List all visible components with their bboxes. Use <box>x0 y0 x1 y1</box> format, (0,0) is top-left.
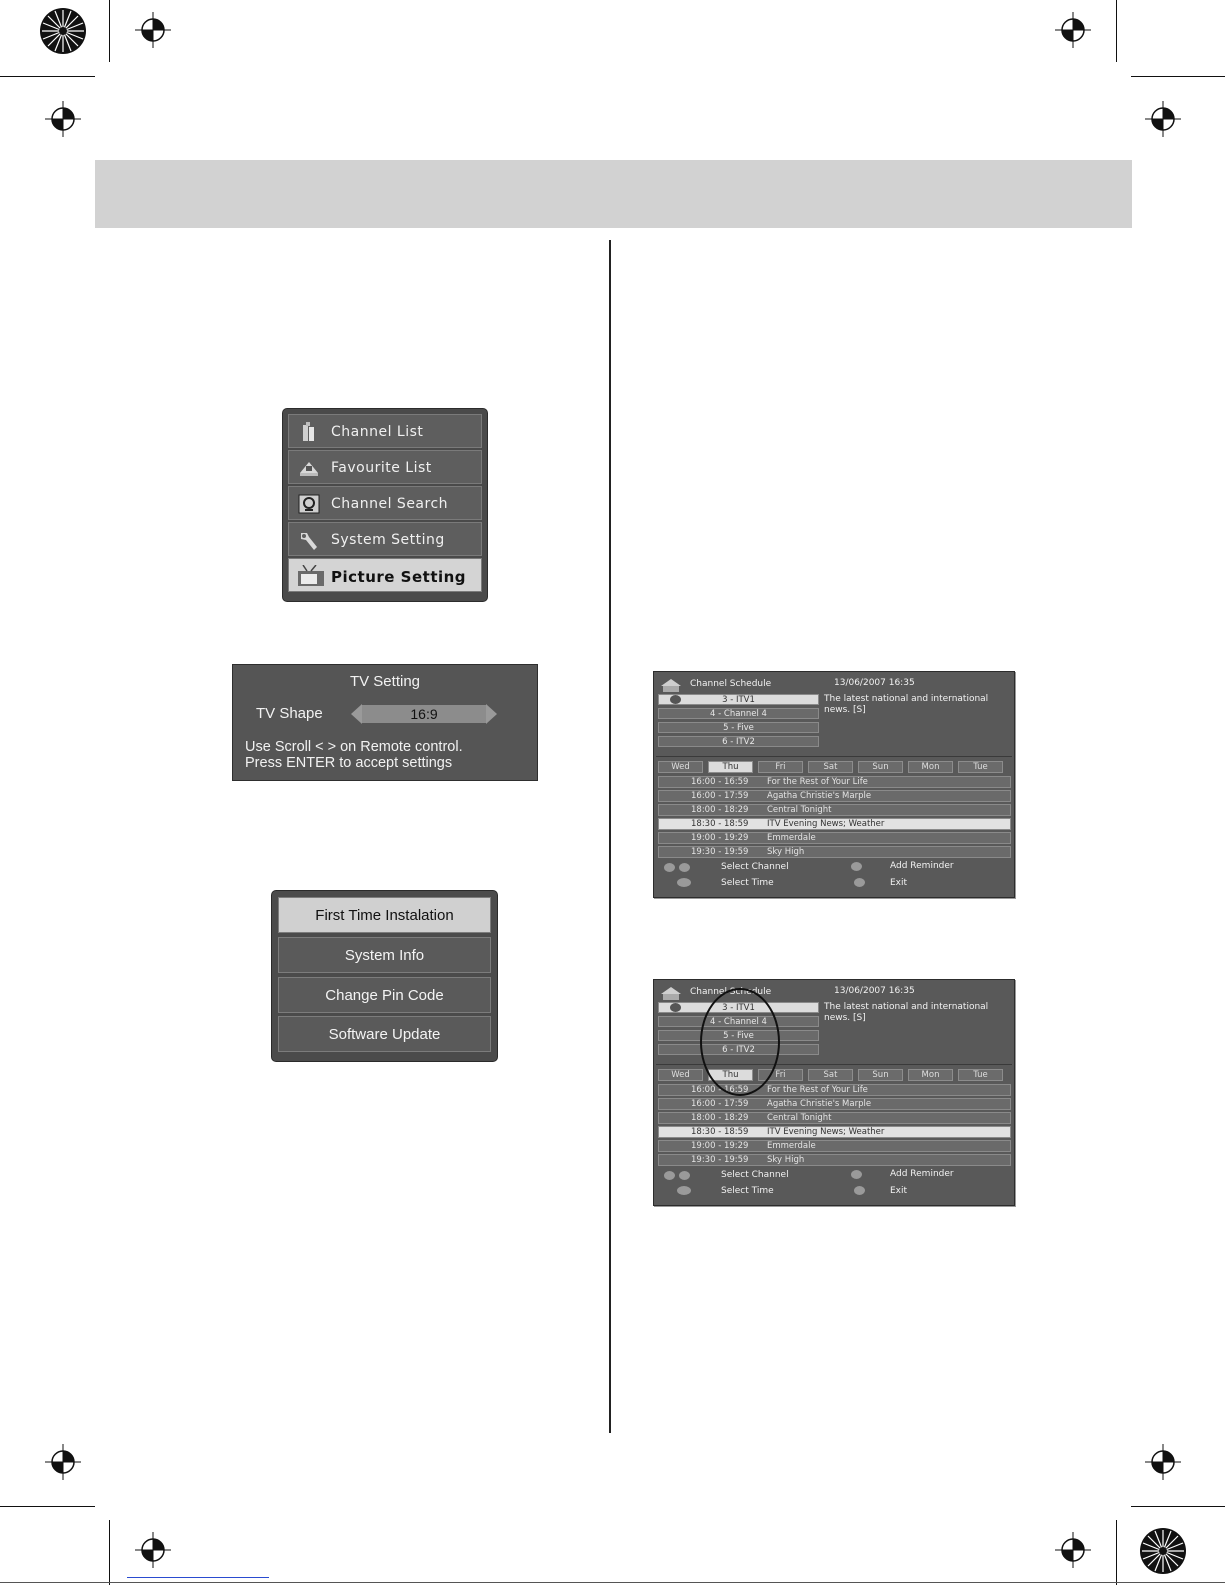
bottom-link-rule <box>127 1577 269 1578</box>
programme-time: 16:00 - 17:59 <box>691 1099 749 1109</box>
left-right-arrows-icon <box>677 878 691 887</box>
programme-name: For the Rest of Your Life <box>767 1085 868 1095</box>
programme-name: Emmerdale <box>767 1141 816 1151</box>
registration-mark-icon <box>135 1532 171 1568</box>
channel-list-icon <box>297 421 321 443</box>
channel-row[interactable]: 3 - ITV1 <box>658 1002 819 1013</box>
programme-time: 19:30 - 19:59 <box>691 847 749 857</box>
channel-row[interactable]: 4 - Channel 4 <box>658 708 819 719</box>
favourite-list-icon <box>297 457 321 479</box>
programme-row[interactable] <box>658 846 1011 858</box>
programme-row[interactable] <box>658 1140 1011 1152</box>
programme-row[interactable] <box>658 818 1011 830</box>
footer-select-channel: Select Channel <box>721 862 789 872</box>
menu-item-label: Favourite List <box>331 460 432 476</box>
footer-exit: Exit <box>890 1186 908 1196</box>
day-tab[interactable]: Mon <box>908 1069 953 1081</box>
menu-item-software-update[interactable]: Software Update <box>278 1016 491 1052</box>
header-band <box>95 160 1132 228</box>
channel-row[interactable]: 6 - ITV2 <box>658 1044 819 1055</box>
menu-item-label: Channel List <box>331 424 424 440</box>
programme-time: 16:00 - 17:59 <box>691 791 749 801</box>
registration-mark-icon <box>45 1444 81 1480</box>
main-menu <box>283 409 487 601</box>
channel-row[interactable]: 5 - Five <box>658 722 819 733</box>
epg-datetime: 13/06/2007 16:35 <box>834 986 915 996</box>
channel-up-down-icon <box>664 863 675 872</box>
menu-item-label: Channel Search <box>331 496 449 512</box>
day-tab[interactable]: Fri <box>758 761 803 773</box>
day-tab[interactable]: Sun <box>858 761 903 773</box>
menu-item-channel-search[interactable] <box>288 486 482 520</box>
registration-mark-icon <box>1055 12 1091 48</box>
crop-line <box>1131 1506 1225 1507</box>
programme-time: 18:30 - 18:59 <box>691 1127 749 1137</box>
crop-line <box>1131 76 1225 77</box>
programme-row[interactable] <box>658 1112 1011 1124</box>
reminder-button-icon <box>851 862 862 871</box>
channel-up-down-icon <box>679 1171 690 1180</box>
programme-time: 19:00 - 19:29 <box>691 833 749 843</box>
registration-mark-icon <box>1055 1532 1091 1568</box>
programme-row[interactable] <box>658 776 1011 788</box>
footer-exit: Exit <box>890 878 908 888</box>
bottom-rule <box>0 1582 1225 1583</box>
programme-name: ITV Evening News; Weather <box>767 1127 885 1137</box>
channel-row[interactable]: 6 - ITV2 <box>658 736 819 747</box>
programme-description: The latest national and international news. [S] <box>824 694 989 715</box>
footer-add-reminder: Add Reminder <box>890 1169 954 1179</box>
menu-item-system-info[interactable]: System Info <box>278 937 491 973</box>
day-tab[interactable]: Mon <box>908 761 953 773</box>
registration-burst-icon <box>39 7 87 55</box>
channel-row[interactable]: 4 - Channel 4 <box>658 1016 819 1027</box>
day-tab[interactable]: Wed <box>658 1069 703 1081</box>
exit-button-icon <box>854 878 865 887</box>
programme-time: 19:30 - 19:59 <box>691 1155 749 1165</box>
crop-line <box>109 1520 110 1585</box>
crop-line <box>1116 0 1117 62</box>
programme-name: Emmerdale <box>767 833 816 843</box>
footer-add-reminder: Add Reminder <box>890 861 954 871</box>
programme-row[interactable] <box>658 804 1011 816</box>
menu-item-channel-list[interactable] <box>288 414 482 448</box>
programme-row[interactable] <box>658 832 1011 844</box>
arrow-left-icon[interactable] <box>351 704 362 724</box>
programme-row[interactable] <box>658 1084 1011 1096</box>
programme-name: Central Tonight <box>767 1113 832 1123</box>
day-tab[interactable]: Tue <box>958 1069 1003 1081</box>
menu-item-first-time-installation[interactable]: First Time Instalation <box>278 897 491 933</box>
channel-up-down-icon <box>679 863 690 872</box>
day-tab[interactable]: Thu <box>708 761 753 773</box>
divider <box>656 756 1012 757</box>
registration-mark-icon <box>1145 1444 1181 1480</box>
menu-item-label: System Setting <box>331 532 445 548</box>
epg-title: Channel Schedule <box>690 679 772 689</box>
tv-setting-dialog <box>232 664 538 781</box>
programme-row[interactable] <box>658 1154 1011 1166</box>
play-icon <box>670 695 681 704</box>
menu-item-change-pin-code[interactable]: Change Pin Code <box>278 977 491 1013</box>
channel-row[interactable]: 5 - Five <box>658 1030 819 1041</box>
system-setting-icon <box>297 529 321 551</box>
programme-time: 16:00 - 16:59 <box>691 777 749 787</box>
epg-datetime: 13/06/2007 16:35 <box>834 678 915 688</box>
column-divider <box>609 240 611 1433</box>
dialog-title: TV Setting <box>349 673 421 690</box>
reminder-button-icon <box>851 1170 862 1179</box>
programme-row[interactable] <box>658 1126 1011 1138</box>
channel-row[interactable]: 3 - ITV1 <box>658 694 819 705</box>
menu-item-label: Picture Setting <box>331 568 467 586</box>
picture-setting-icon <box>297 565 321 587</box>
registration-mark-icon <box>135 12 171 48</box>
day-tab[interactable]: Sat <box>808 1069 853 1081</box>
left-right-arrows-icon <box>677 1186 691 1195</box>
epg-icon <box>660 985 682 999</box>
tv-shape-selector[interactable]: 16:9 <box>362 705 486 723</box>
highlight-circle <box>700 988 780 1096</box>
epg-screen <box>653 671 1015 898</box>
registration-mark-icon <box>1145 101 1181 137</box>
programme-time: 16:00 - 16:59 <box>691 1085 749 1095</box>
programme-time: 18:30 - 18:59 <box>691 819 749 829</box>
programme-time: 18:00 - 18:29 <box>691 1113 749 1123</box>
crop-line <box>0 1506 95 1507</box>
footer-select-time: Select Time <box>721 1186 774 1196</box>
programme-name: Agatha Christie's Marple <box>767 791 872 801</box>
day-tab[interactable]: Sun <box>858 1069 903 1081</box>
channel-up-down-icon <box>664 1171 675 1180</box>
crop-line <box>0 76 95 77</box>
programme-name: Central Tonight <box>767 805 832 815</box>
footer-select-channel: Select Channel <box>721 1170 789 1180</box>
programme-name: Sky High <box>767 1155 805 1165</box>
programme-name: Agatha Christie's Marple <box>767 1099 872 1109</box>
day-tab[interactable]: Fri <box>758 1069 803 1081</box>
programme-name: For the Rest of Your Life <box>767 777 868 787</box>
epg-title: Channel Schedule <box>690 987 772 997</box>
footer-select-time: Select Time <box>721 878 774 888</box>
registration-burst-icon <box>1139 1527 1187 1575</box>
channel-search-icon <box>297 493 321 515</box>
programme-description: The latest national and international news. [S] <box>824 1002 989 1023</box>
play-icon <box>670 1003 681 1012</box>
programme-row[interactable] <box>658 790 1011 802</box>
epg-icon <box>660 677 682 691</box>
menu-item-picture-setting[interactable] <box>288 558 482 592</box>
menu-item-system-setting[interactable] <box>288 522 482 556</box>
exit-button-icon <box>854 1186 865 1195</box>
registration-mark-icon <box>45 101 81 137</box>
day-tab[interactable]: Wed <box>658 761 703 773</box>
hint-line: Use Scroll < > on Remote control. <box>245 739 463 755</box>
hint-line: Press ENTER to accept settings <box>245 755 453 771</box>
menu-item-favourite-list[interactable] <box>288 450 482 484</box>
programme-time: 19:00 - 19:29 <box>691 1141 749 1151</box>
programme-row[interactable] <box>658 1098 1011 1110</box>
tv-shape-label: TV Shape <box>256 705 323 722</box>
crop-line <box>1116 1520 1117 1585</box>
arrow-right-icon[interactable] <box>486 704 497 724</box>
crop-line <box>109 0 110 62</box>
programme-name: ITV Evening News; Weather <box>767 819 885 829</box>
programme-name: Sky High <box>767 847 805 857</box>
day-tab[interactable]: Sat <box>808 761 853 773</box>
day-tab[interactable]: Tue <box>958 761 1003 773</box>
programme-time: 18:00 - 18:29 <box>691 805 749 815</box>
day-tab[interactable]: Thu <box>708 1069 753 1081</box>
system-setting-menu <box>272 891 497 1061</box>
